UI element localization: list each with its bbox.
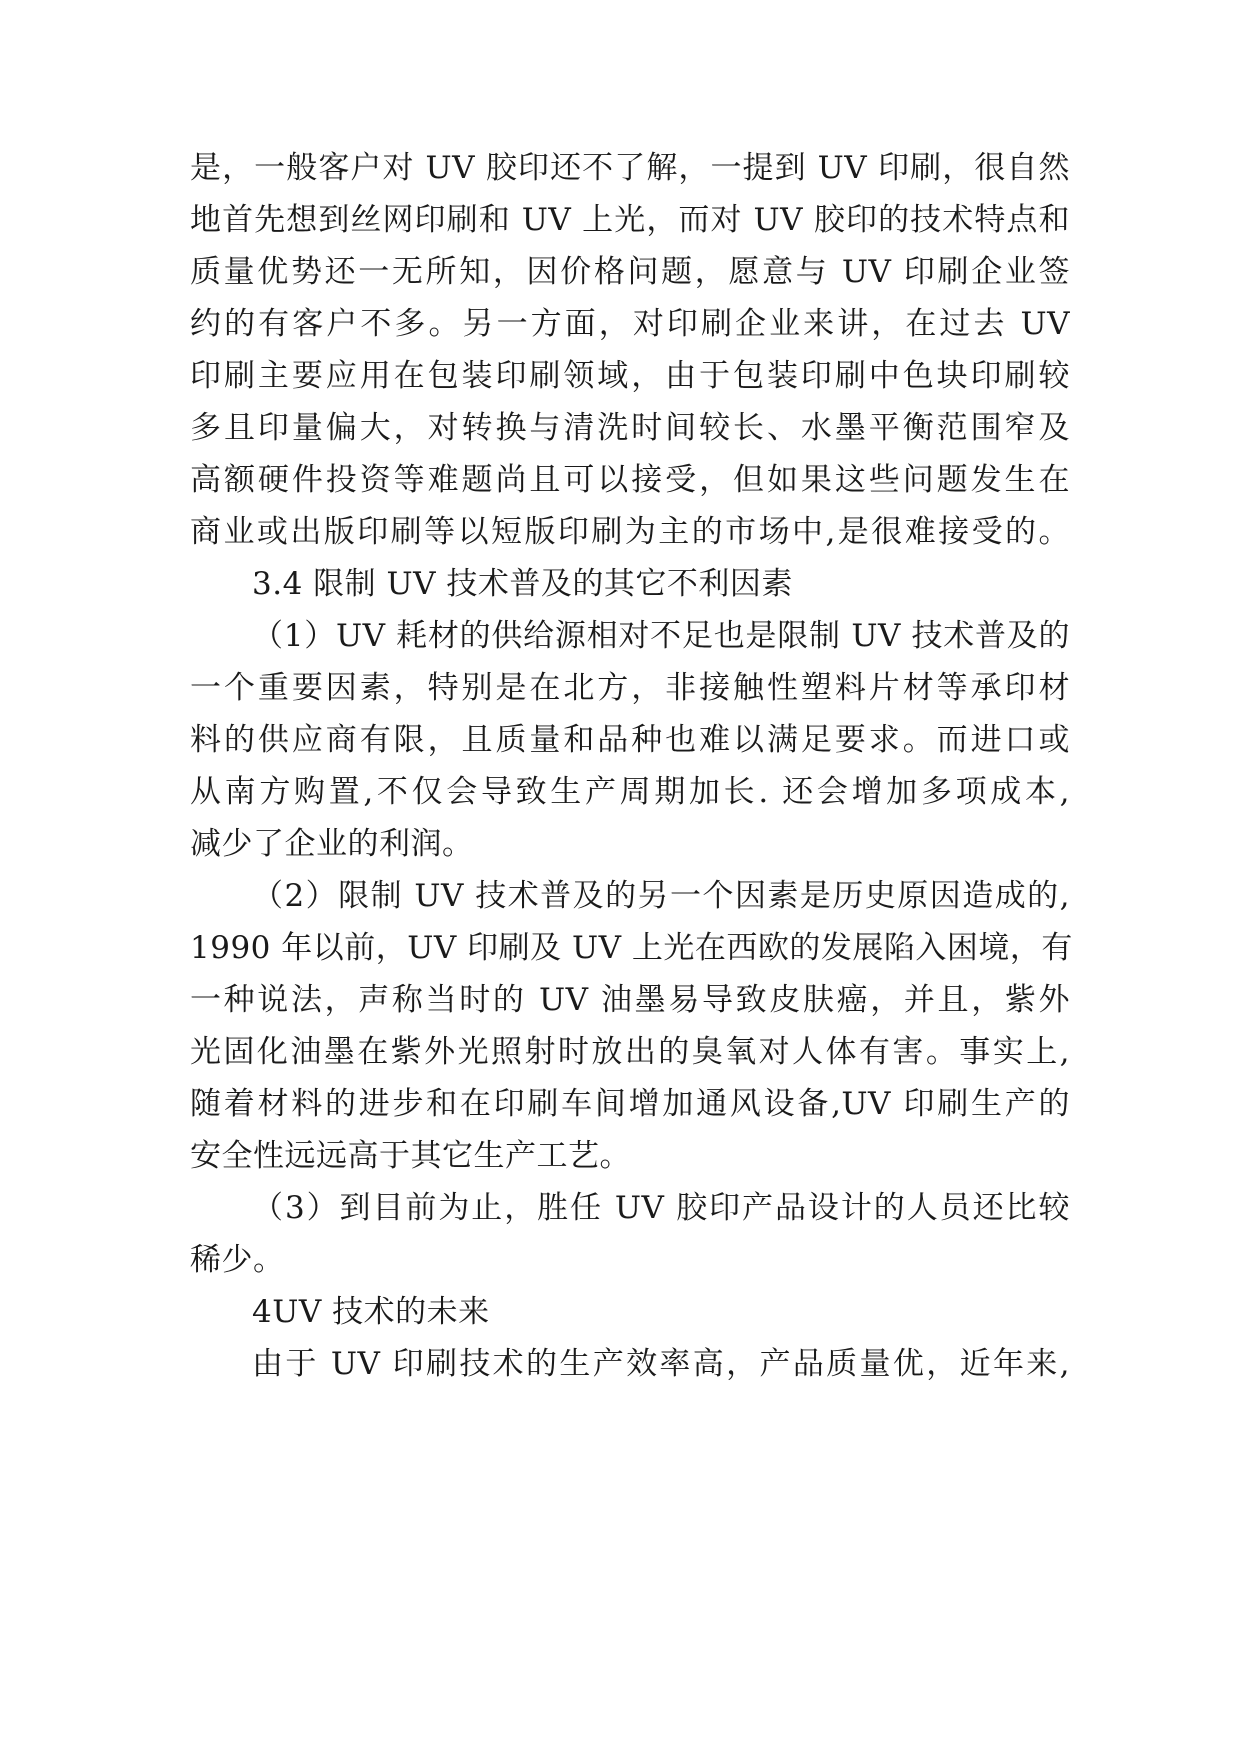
paragraph-5-line-1: 由于 UV 印刷技术的生产效率高，产品质量优，近年来, <box>252 1346 1070 1382</box>
paragraph-3-line-1: （2）限制 UV 技术普及的另一个因素是历史原因造成的, <box>252 878 1070 914</box>
paragraph-1-line-2: 地首先想到丝网印刷和 UV 上光，而对 UV 胶印的技术特点和 <box>190 202 1070 238</box>
paragraph-1-line-6: 多且印量偏大，对转换与清洗时间较长、水墨平衡范围窄及 <box>190 410 1070 446</box>
section-heading-3-4: 3.4 限制 UV 技术普及的其它不利因素 <box>252 566 793 602</box>
paragraph-3-line-2: 1990 年以前，UV 印刷及 UV 上光在西欧的发展陷入困境，有 <box>190 930 1073 966</box>
paragraph-2-line-3: 料的供应商有限，且质量和品种也难以满足要求。而进口或 <box>190 722 1070 758</box>
paragraph-3-line-4: 光固化油墨在紫外光照射时放出的臭氧对人体有害。事实上, <box>190 1034 1070 1070</box>
paragraph-1-line-7: 高额硬件投资等难题尚且可以接受，但如果这些问题发生在 <box>190 462 1070 498</box>
paragraph-2-line-2: 一个重要因素，特别是在北方，非接触性塑料片材等承印材 <box>190 670 1070 706</box>
paragraph-1-line-5: 印刷主要应用在包装印刷领域，由于包装印刷中色块印刷较 <box>190 358 1070 394</box>
paragraph-1-line-8: 商业或出版印刷等以短版印刷为主的市场中,是很难接受的。 <box>190 514 1070 550</box>
paragraph-1-line-3: 质量优势还一无所知，因价格问题，愿意与 UV 印刷企业签 <box>190 254 1070 290</box>
paragraph-2-line-5: 减少了企业的利润。 <box>190 826 474 862</box>
paragraph-3-line-3: 一种说法，声称当时的 UV 油墨易导致皮肤癌，并且，紫外 <box>190 982 1070 1018</box>
paragraph-1-line-1: 是，一般客户对 UV 胶印还不了解，一提到 UV 印刷，很自然 <box>190 150 1070 186</box>
section-heading-4: 4UV 技术的未来 <box>252 1294 490 1330</box>
paragraph-2-line-1: （1）UV 耗材的供给源相对不足也是限制 UV 技术普及的 <box>252 618 1070 654</box>
paragraph-4-line-1: （3）到目前为止，胜任 UV 胶印产品设计的人员还比较 <box>252 1190 1070 1226</box>
paragraph-1-line-4: 约的有客户不多。另一方面，对印刷企业来讲，在过去 UV <box>190 306 1070 342</box>
paragraph-3-line-6: 安全性远远高于其它生产工艺。 <box>190 1138 631 1174</box>
paragraph-4-line-2: 稀少。 <box>190 1242 285 1278</box>
paragraph-2-line-4: 从南方购置,不仅会导致生产周期加长. 还会增加多项成本, <box>190 774 1070 810</box>
paragraph-3-line-5: 随着材料的进步和在印刷车间增加通风设备,UV 印刷生产的 <box>190 1086 1070 1122</box>
